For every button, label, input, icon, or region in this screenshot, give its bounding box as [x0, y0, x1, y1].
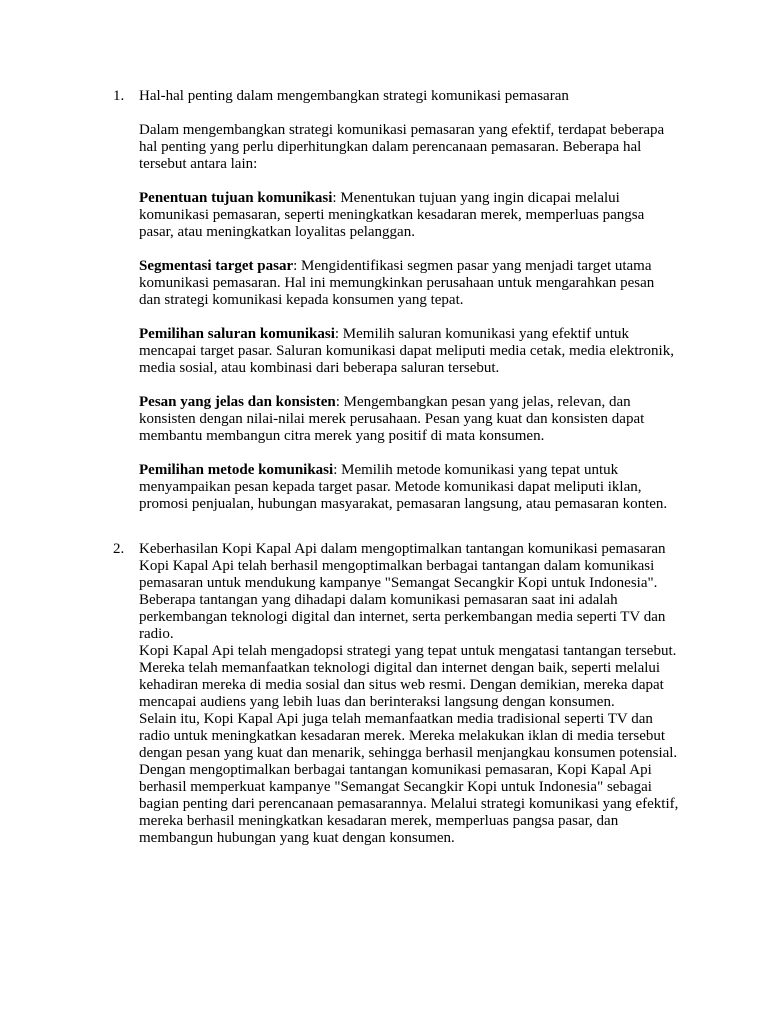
list-number: 1.	[113, 88, 125, 104]
point-term: Pemilihan saluran komunikasi	[139, 326, 335, 342]
point-term: Penentuan tujuan komunikasi	[139, 190, 333, 206]
point-paragraph	[139, 326, 679, 377]
point-text: : Mengidentifikasi segmen pasar yang menjadi target utama komunikasi pemasaran. Hal ini memungkinkan perusahaan untuk mengarahkan pesan dan strategi komunikasi kepada konsumen yang tepat.	[139, 258, 655, 308]
point-paragraph	[139, 190, 679, 241]
list-item-body	[139, 88, 679, 530]
point-term: Pesan yang jelas dan konsisten	[139, 394, 336, 410]
point-term: Pemilihan metode komunikasi	[139, 462, 334, 478]
point-text: : Menentukan tujuan yang ingin dicapai melalui komunikasi pemasaran, seperti meningkatkan kesadaran merek, memperluas pangsa pasar, atau meningkatkan loyalitas pelanggan.	[139, 190, 645, 240]
point-text: : Memilih saluran komunikasi yang efektif untuk mencapai target pasar. Saluran komunikasi dapat meliputi media cetak, media elektronik, media sosial, atau kombinasi dari beberapa saluran tersebut.	[139, 326, 674, 376]
list-number: 2.	[113, 541, 125, 557]
section-heading: Hal-hal penting dalam mengembangkan strategi komunikasi pemasaran	[139, 88, 569, 104]
section-heading: Keberhasilan Kopi Kapal Api dalam mengoptimalkan tantangan komunikasi pemasaran	[139, 541, 666, 557]
intro-paragraph: Dalam mengembangkan strategi komunikasi pemasaran yang efektif, terdapat beberapa hal penting yang perlu diperhitungkan dalam perencanaan pemasaran. Beberapa hal tersebut antara lain:	[139, 122, 665, 172]
body-paragraph: Kopi Kapal Api telah mengadopsi strategi yang tepat untuk mengatasi tantangan tersebut. Mereka telah memanfaatkan teknologi digital dan internet dengan baik, seperti melalui kehadiran mereka di media sosial dan situs web resmi. Dengan demikian, mereka dapat mencapai audiens yang lebih luas dan berinteraksi langsung dengan konsumen.	[139, 643, 677, 710]
point-text: : Memilih metode komunikasi yang tepat untuk menyampaikan pesan kepada target pasar. Metode komunikasi dapat meliputi iklan, promosi penjualan, hubungan masyarakat, pemasaran langsung, atau pemasaran konten.	[139, 462, 668, 512]
point-paragraph	[139, 258, 679, 309]
point-paragraph	[139, 462, 679, 513]
point-term: Segmentasi target pasar	[139, 258, 294, 274]
body-paragraph: Dengan mengoptimalkan berbagai tantangan komunikasi pemasaran, Kopi Kapal Api berhasil memperkuat kampanye "Semangat Secangkir Kopi untuk Indonesia" sebagai bagian penting dari perencanaan pemasarannya. Melalui strategi komunikasi yang efektif, mereka berhasil meningkatkan kesadaran merek, memperluas pangsa pasar, dan membangun hubungan yang kuat dengan konsumen.	[139, 762, 679, 846]
body-paragraph: Selain itu, Kopi Kapal Api juga telah memanfaatkan media tradisional seperti TV dan radio untuk meningkatkan kesadaran merek. Mereka melakukan iklan di media tersebut dengan pesan yang kuat dan menarik, sehingga berhasil menjangkau konsumen potensial.	[139, 711, 678, 761]
body-paragraph: Kopi Kapal Api telah berhasil mengoptimalkan berbagai tantangan dalam komunikasi pemasaran untuk mendukung kampanye "Semangat Secangkir Kopi untuk Indonesia". Beberapa tantangan yang dihadapi dalam komunikasi pemasaran saat ini adalah perkembangan teknologi digital dan internet, serta perkembangan media seperti TV dan radio.	[139, 558, 666, 642]
list-item-body	[139, 541, 679, 847]
point-paragraph	[139, 394, 679, 445]
point-text: : Mengembangkan pesan yang jelas, relevan, dan konsisten dengan nilai-nilai merek perusahaan. Pesan yang kuat dan konsisten dapat membantu membangun citra merek yang positif di mata konsumen.	[139, 394, 645, 444]
